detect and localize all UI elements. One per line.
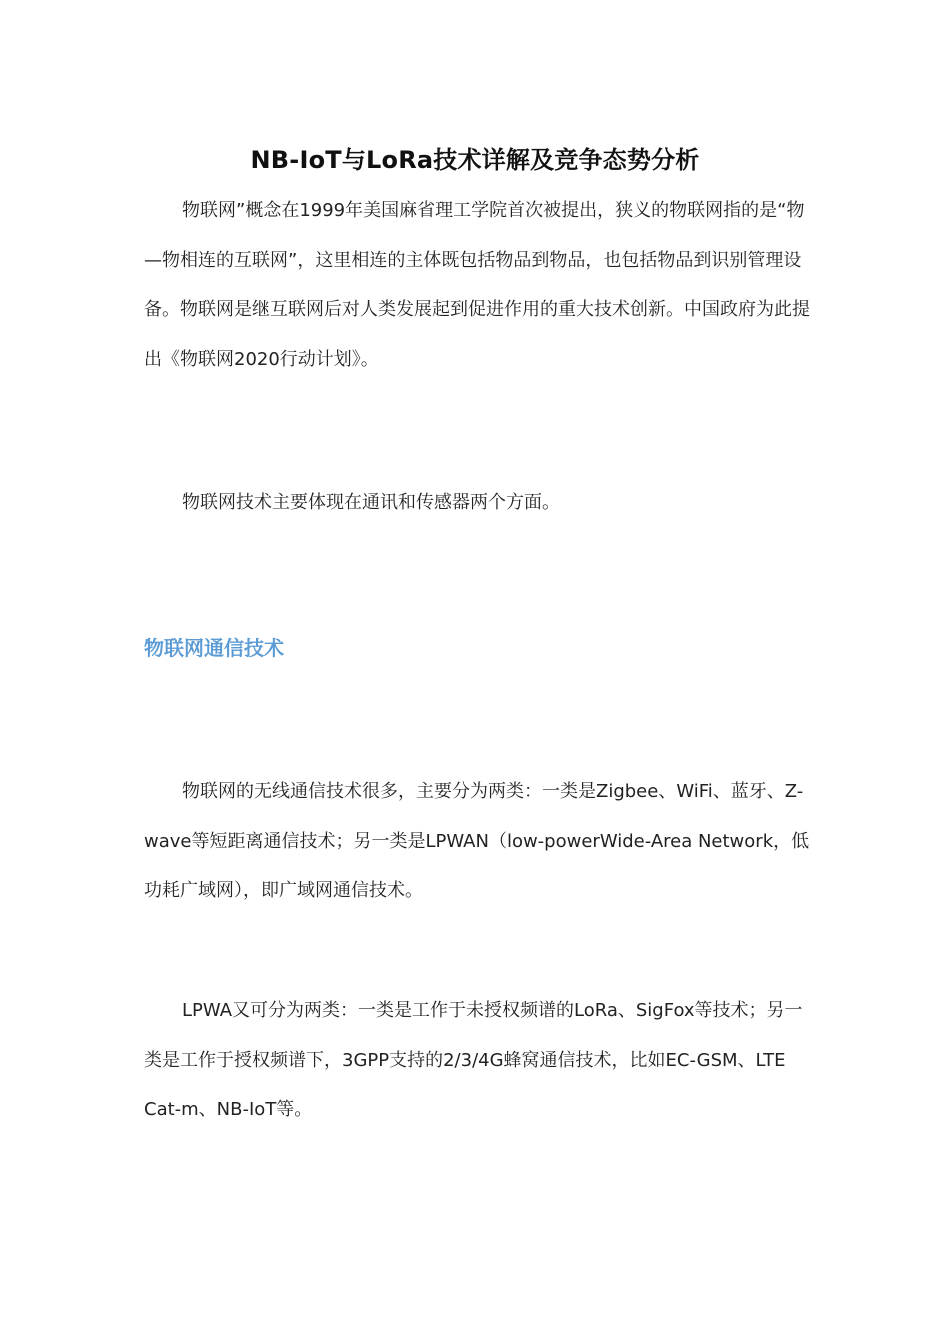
paragraph-iot-concept: 物联网”概念在1999年美国麻省理工学院首次被提出，狭义的物联网指的是“物—物相连的互联网”，这里相连的主体既包括物品到物品，也包括物品到识别管理设备。物联网是继互联网后对人类发展起到促进作用的重大技术创新。中国政府为此提出《物联网2020行动计划》。 [144, 200, 810, 370]
paragraph-wireless-tech: 物联网的无线通信技术很多，主要分为两类：一类是Zigbee、WiFi、蓝牙、Z-wave等短距离通信技术；另一类是LPWAN（low-powerWide-Area Network，低功耗广域网），即广域网通信技术。 [144, 781, 810, 901]
paragraph-iot-tech: 物联网技术主要体现在通讯和传感器两个方面。 [182, 492, 560, 513]
section-heading: 物联网通信技术 [144, 636, 284, 660]
document-title: NB-IoT与LoRa技术详解及竞争态势分析 [250, 146, 700, 175]
paragraph-lpwa: LPWA又可分为两类：一类是工作于未授权频谱的LoRa、SigFox等技术；另一类是工作于授权频谱下，3GPP支持的2/3/4G蜂窝通信技术，比如EC-GSM、LTE Cat-m、NB-IoT等。 [144, 1000, 803, 1120]
